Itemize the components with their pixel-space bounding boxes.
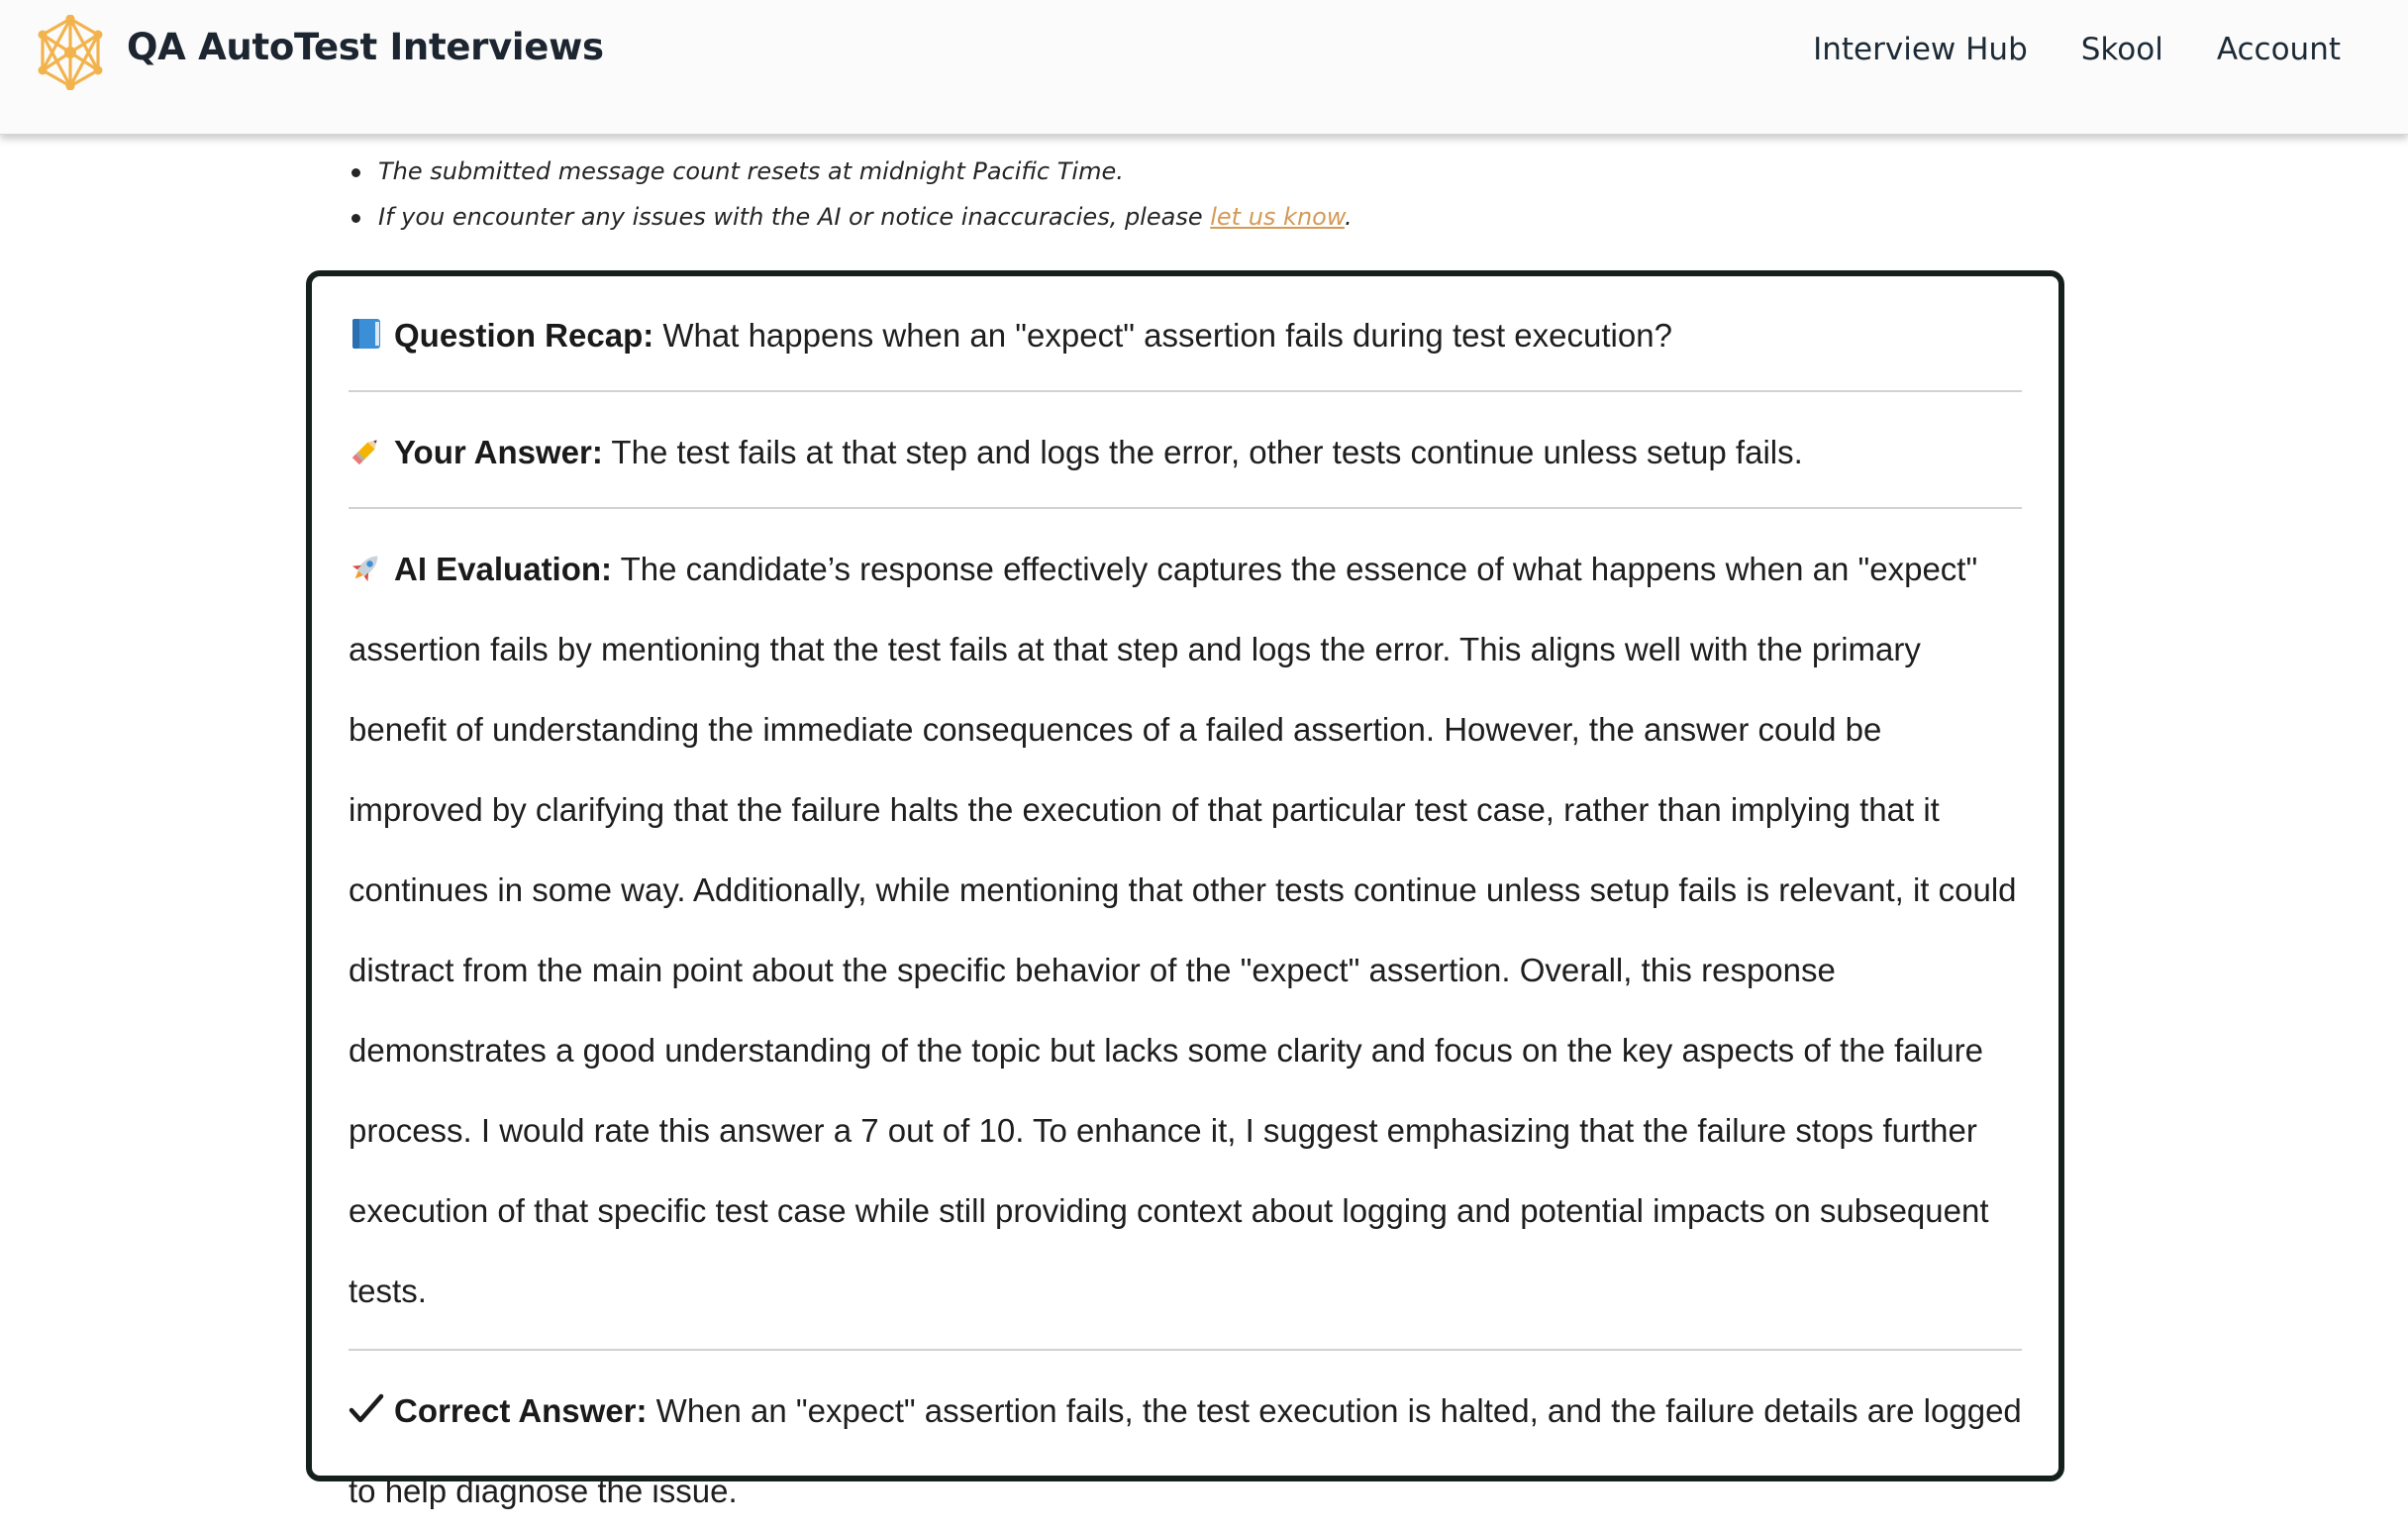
logo-icon[interactable]: [38, 15, 103, 90]
feedback-card: [306, 270, 2064, 1509]
nav-account[interactable]: Account: [2216, 32, 2341, 67]
question-recap-text: What happens when an "expect" assertion fails during test execution?: [653, 317, 1672, 354]
usage-notes: [351, 149, 2035, 240]
your-answer-text: The test fails at that step and logs the error, other tests continue unless setup fails.: [602, 434, 1803, 470]
note-reset-text: The submitted message count resets at midnight Pacific Time.: [378, 157, 1124, 185]
ai-evaluation-text: The candidate’s response effectively captures the essence of what happens when an "expect" assertion fails by mentioning that the test fails at that step and logs the error. This aligns well with the primary benefit of understanding the immediate consequences of a failed assertion. However, the answer could be improved by clarifying that the failure halts the execution of that particular test case, rather than implying that it continues in some way. Additionally, while mentioning that other tests continue unless setup fails is relevant, it could distract from the main point about the specific behavior of the "expect" assertion. Overall, this response demonstrates a good understanding of the topic but lacks some clarity and focus on the key aspects of the failure process. I would rate this answer a 7 out of 10. To enhance it, I suggest emphasizing that the failure stops further execution of that specific test case while still providing context about logging and potential impacts on subsequent tests.: [349, 551, 2017, 1309]
correct-answer-text: When an "expect" assertion fails, the test execution is halted, and the failure details are logged to help diagnose the issue.: [349, 1392, 2022, 1509]
ai-evaluation-section: [349, 509, 2022, 1351]
check-mark-icon: [349, 1391, 384, 1427]
question-recap-section: [349, 276, 2022, 392]
note-issues-suffix: .: [1344, 203, 1353, 231]
nav-interview-hub[interactable]: Interview Hub: [1813, 32, 2028, 67]
pencil-icon: [349, 433, 384, 468]
note-issues: [351, 194, 2035, 240]
correct-answer-section: [349, 1351, 2022, 1531]
site-title[interactable]: QA AutoTest Interviews: [127, 26, 604, 68]
main-nav: [1813, 32, 2341, 67]
blue-book-icon: [349, 316, 384, 352]
note-issues-text: If you encounter any issues with the AI or notice inaccuracies, please: [378, 203, 1211, 231]
question-recap-label: Question Recap:: [394, 317, 654, 354]
nav-skool[interactable]: Skool: [2080, 32, 2163, 67]
note-reset: [351, 149, 2035, 194]
site-header: [0, 0, 2408, 135]
correct-answer-label: Correct Answer:: [394, 1392, 648, 1429]
your-answer-section: [349, 392, 2022, 509]
rocket-icon: [349, 550, 384, 585]
your-answer-label: Your Answer:: [394, 434, 603, 470]
ai-evaluation-label: AI Evaluation:: [394, 551, 613, 587]
let-us-know-link[interactable]: let us know: [1210, 203, 1345, 231]
